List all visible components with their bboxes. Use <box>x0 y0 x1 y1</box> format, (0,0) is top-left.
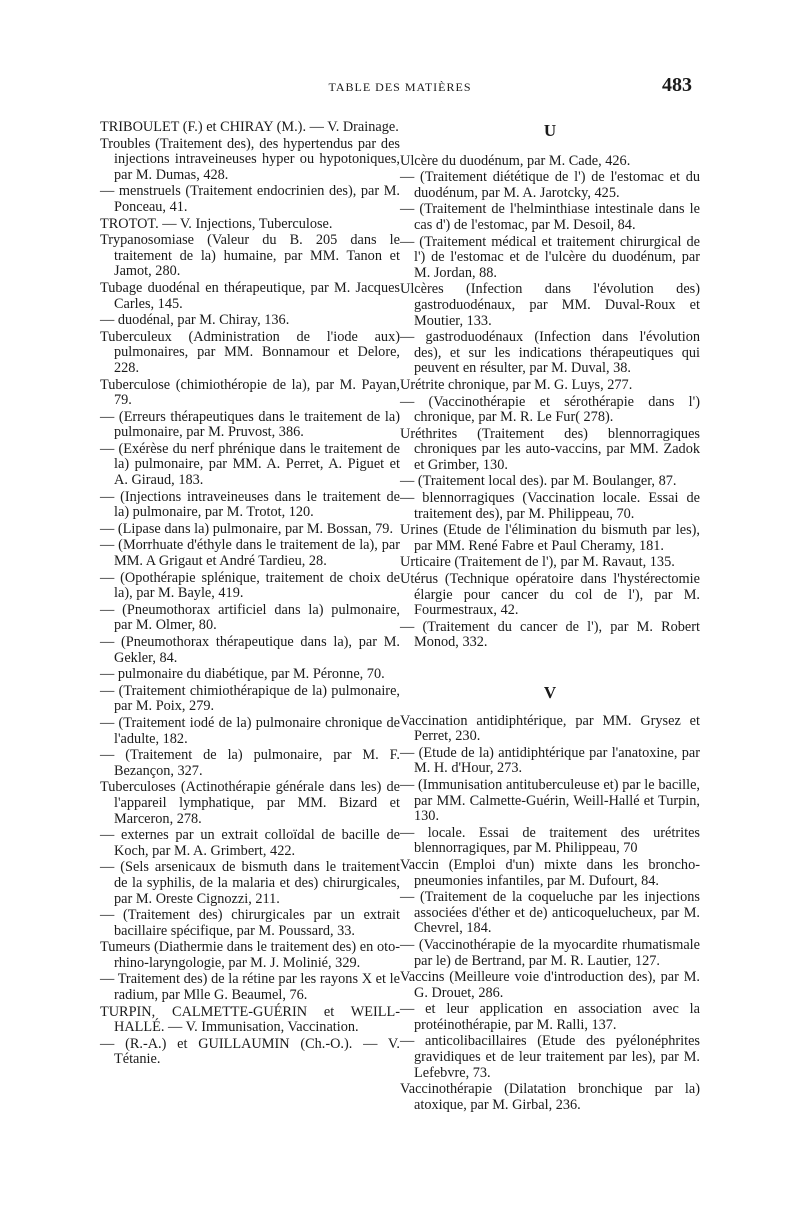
index-entry: — (Traitement diététique de l') de l'estomac et du duodénum, par M. A. Jarotcky, 425. <box>400 169 700 201</box>
running-head: TABLE DES MATIÈRES <box>328 80 472 94</box>
index-entry: — (Injections intraveineuses dans le traitement de la) pulmonaire, par M. Trotot, 120. <box>100 488 400 521</box>
index-entry: Troubles (Traitement des), des hypertendus par des injections intraveineuses hyper ou hypotoniques, par M. Dumas, 428. <box>100 135 400 183</box>
right-column <box>400 123 700 1114</box>
index-entry: Tuberculeux (Administration de l'iode aux) pulmonaires, par MM. Bonnamour et Delore, 228. <box>100 328 400 376</box>
index-entry: — (Traitement des) chirurgicales par un extrait bacillaire spécifique, par M. Poussard, 33. <box>100 907 400 939</box>
index-entry: — (Traitement du cancer de l'), par M. Robert Monod, 332. <box>400 618 700 651</box>
index-entry: Urines (Etude de l'élimination du bismuth par les), par MM. René Fabre et Paul Cheramy, 181. <box>400 522 700 554</box>
section-heading-u: U <box>543 121 557 140</box>
index-entry: Vaccination antidiphtérique, par MM. Grysez et Perret, 230. <box>400 712 700 745</box>
index-entry: — (Sels arsenicaux de bismuth dans le traitement de la syphilis, de la malaria et des) chirurgicales, par M. Oreste Cignozzi, 211. <box>100 859 400 907</box>
index-entry: — externes par un extrait colloïdal de bacille de Koch, par M. A. Grimbert, 422. <box>100 827 400 859</box>
index-entry: — (Traitement de la) pulmonaire, par M. F. Bezançon, 327. <box>100 747 400 779</box>
index-entry: — (Traitement chimiothérapique de la) pulmonaire, par M. Poix, 279. <box>100 682 400 715</box>
index-entry: TURPIN, CALMETTE-GUÉRIN et WEILL-HALLÉ. — V. Immunisation, Vaccination. <box>100 1003 400 1036</box>
index-entry: — (Vaccinothérapie de la myocardite rhumatismale par le) de Bertrand, par M. R. Lautier, 127. <box>400 936 700 969</box>
index-entry: Tumeurs (Diathermie dans le traitement des) en oto-rhino-laryngologie, par M. J. Molinié, 329. <box>100 939 400 971</box>
index-entry: — menstruels (Traitement endocrinien des), par M. Ponceau, 41. <box>100 183 400 215</box>
index-entry: Tuberculoses (Actinothérapie générale dans les) de l'appareil lymphatique, par MM. Bizard et Marceron, 278. <box>100 779 400 827</box>
index-entry: — (Immunisation antituberculeuse et) par le bacille, par MM. Calmette-Guérin, Weill-Hallé et Turpin, 130. <box>400 776 700 825</box>
index-entry: — (Etude de la) antidiphtérique par l'anatoxine, par M. H. d'Hour, 273. <box>400 744 700 777</box>
index-entry: — Traitement des) de la rétine par les rayons X et le radium, par Mlle G. Beaumel, 76. <box>100 971 400 1004</box>
index-entry: TROTOT. — V. Injections, Tuberculose. <box>100 215 333 232</box>
index-entry: — (R.-A.) et GUILLAUMIN (Ch.-O.). — V. Tétanie. <box>100 1035 400 1068</box>
section-heading-v: V <box>543 683 557 702</box>
index-entry: — (Opothérapie splénique, traitement de choix de la), par M. Bayle, 419. <box>100 569 400 602</box>
index-entry: Uréthrites (Traitement des) blennorragiques chroniques par les auto-vaccins, par MM. Zadok et Grimber, 130. <box>400 425 700 473</box>
index-entry: — (Traitement médical et traitement chirurgical de l') de l'estomac et de l'ulcère du duodénum, par M. Jordan, 88. <box>400 233 700 281</box>
index-entry: — anticolibacillaires (Etude des pyélonéphrites gravidiques et de leur traitement par les), par M. Lefebvre, 73. <box>400 1033 700 1081</box>
index-entry: — blennorragiques (Vaccination locale. Essai de traitement des), par M. Philippeau, 70. <box>400 490 700 522</box>
index-entry: Vaccinothérapie (Dilatation bronchique par la) atoxique, par M. Girbal, 236. <box>400 1081 700 1113</box>
index-entry: — (Lipase dans la) pulmonaire, par M. Bossan, 79. <box>100 520 394 537</box>
index-entry: — (Traitement de l'helminthiase intestinale dans le cas d') de l'estomac, par M. Desoil, 84. <box>400 201 700 233</box>
page-number: 483 <box>662 74 692 96</box>
index-entry: Urticaire (Traitement de l'), par M. Ravaut, 135. <box>400 554 675 571</box>
index-entry: — (Vaccinothérapie et sérothérapie dans l') chronique, par M. R. Le Fur( 278). <box>400 393 700 426</box>
index-entry: Trypanosomiase (Valeur du B. 205 dans le traitement de la) humaine, par MM. Tanon et Jamot, 280. <box>100 232 400 280</box>
index-entry: Vaccins (Meilleure voie d'introduction des), par M. G. Drouet, 286. <box>400 969 700 1001</box>
index-entry: — (Pneumothorax thérapeutique dans la), par M. Gekler, 84. <box>100 634 400 666</box>
index-entry: — et leur application en association avec la protéinothérapie, par M. Ralli, 137. <box>400 1001 700 1033</box>
index-entry: Tubage duodénal en thérapeutique, par M. Jacques Carles, 145. <box>100 279 400 312</box>
index-entry: Tuberculose (chimiothéropie de la), par M. Payan, 79. <box>100 376 400 409</box>
index-entry: Ulcères (Infection dans l'évolution des) gastroduodénaux, par MM. Duval-Roux et Moutier, 133. <box>400 281 700 329</box>
index-entry: — locale. Essai de traitement des urétrites blennorragiques, par M. Philippeau, 70 <box>400 824 700 857</box>
index-entry: — (Exérèse du nerf phrénique dans le traitement de la) pulmonaire, par MM. A. Perret, A. Piguet et A. Giraud, 183. <box>100 440 400 489</box>
index-entry: TRIBOULET (F.) et CHIRAY (M.). — V. Drainage. <box>100 119 399 135</box>
index-entry: Vaccin (Emploi d'un) mixte dans les broncho-pneumonies infantiles, par M. Dufourt, 84. <box>400 856 700 889</box>
index-entry: — (Traitement iodé de la) pulmonaire chronique de l'adulte, 182. <box>100 714 400 747</box>
index-entry: — pulmonaire du diabétique, par M. Péronne, 70. <box>100 666 385 683</box>
index-entry: — gastroduodénaux (Infection dans l'évolution des), et sur les indications thérapeutiques qui peuvent en résulter, par M. Duval, 38. <box>400 329 700 377</box>
index-entry: — duodénal, par M. Chiray, 136. <box>100 312 290 329</box>
index-entry: — (Traitement local des). par M. Boulanger, 87. <box>400 473 677 490</box>
index-entry: — (Pneumothorax artificiel dans la) pulmonaire, par M. Olmer, 80. <box>100 601 400 634</box>
index-entry: Ulcère du duodénum, par M. Cade, 426. <box>400 152 631 169</box>
index-entry: — (Morrhuate d'éthyle dans le traitement de la), par MM. A Grigaut et André Tardieu, 28. <box>100 537 400 570</box>
left-column <box>100 120 400 1069</box>
index-entry: Utérus (Technique opératoire dans l'hystérectomie élargie pour cancer du col de l'), par M. Fourmestraux, 42. <box>400 571 700 619</box>
index-entry: Urétrite chronique, par M. G. Luys, 277. <box>400 376 633 393</box>
index-entry: — (Traitement de la coqueluche par les injections associées d'éther et de) anticoquelucheux, par M. Chevrel, 184. <box>400 889 700 937</box>
index-entry: — (Erreurs thérapeutiques dans le traitement de la) pulmonaire, par M. Pruvost, 386. <box>100 408 400 441</box>
